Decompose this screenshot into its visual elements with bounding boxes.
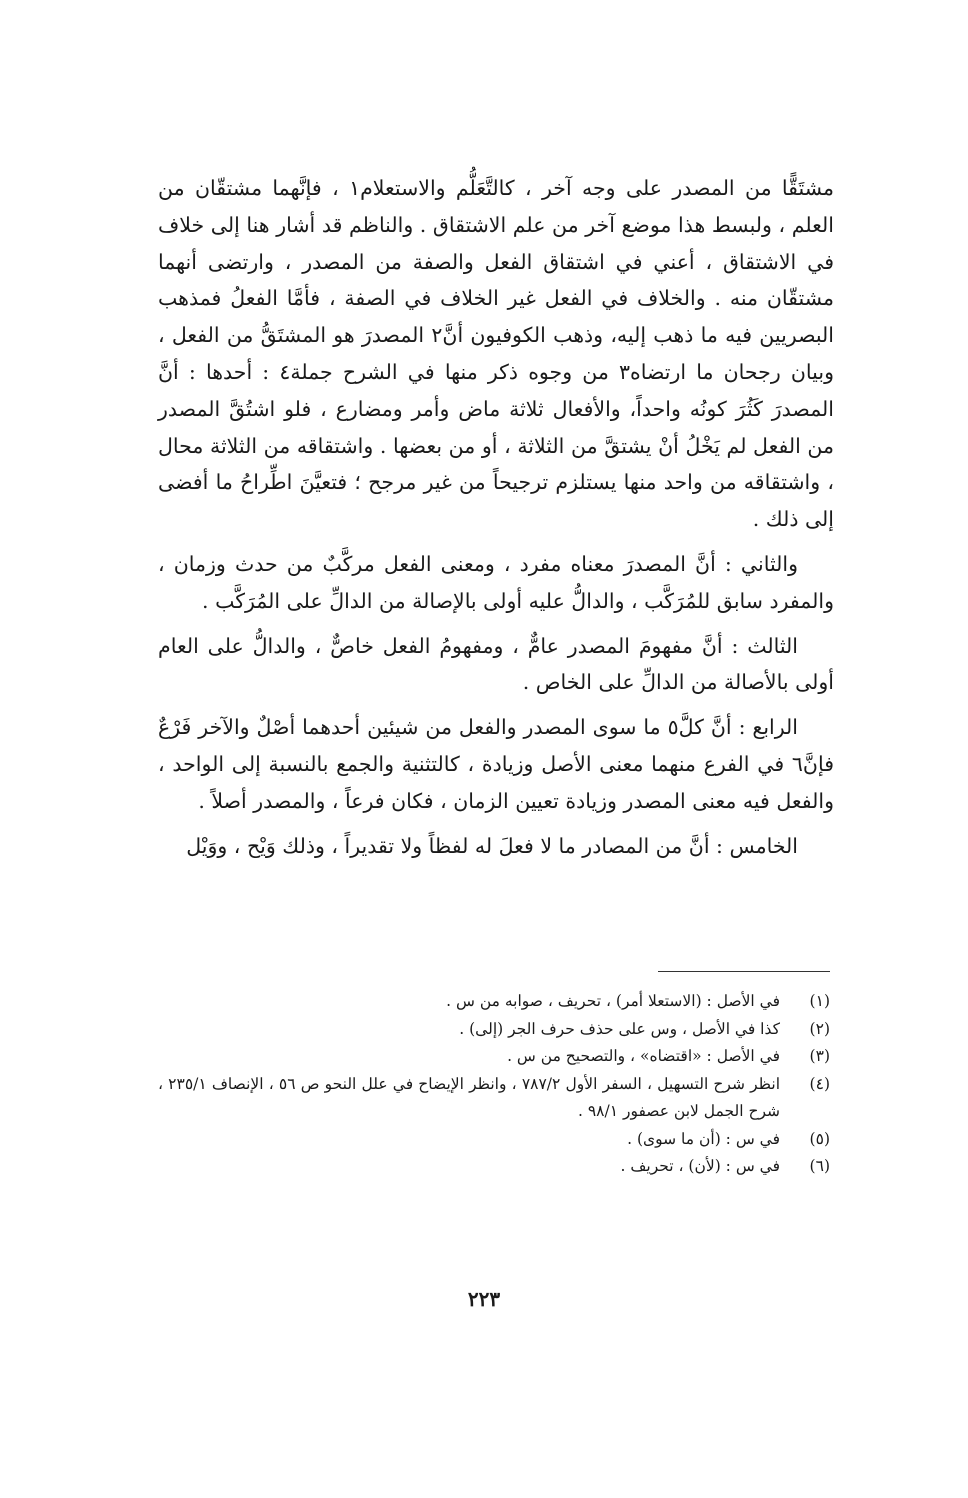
footnote-text: في س : (لأن) ، تحريف . — [620, 1157, 780, 1175]
footnote-number: (٤) — [809, 1074, 830, 1093]
paragraph-4: الرابع : أنَّ كلَّ٥ ما سوى المصدر والفعل من شيئين أحدهما أصْلٌ والآخر فَرْعٌ فإنَّ٦ في الفرع منهما معنى الأصل وزيادة ، كالتثنية والجمع بالنسبة إلى الواحد ، والفعل فيه معنى المصدر وزيادة تعيين الزمان ، فكان فرعاً ، والمصدر أصلاً . — [158, 715, 834, 813]
footnote-text: انظر شرح التسهيل ، السفر الأول ٧٨٧/٢ ، وانظر الإيضاح في علل النحو ص ٥٦ ، الإنصاف ٢٣٥/١ ، شرح الجمل لابن عصفور ٩٨/١ . — [158, 1074, 781, 1120]
footnote-divider — [658, 971, 830, 972]
footnote-6 — [158, 1153, 834, 1181]
footnote-text: في الأصل : «اقتضاه» ، والتصحيح من س . — [507, 1047, 780, 1065]
footnote-text: في س : (أن ما سوى) . — [627, 1129, 780, 1148]
paragraph-3: الثالث : أنَّ مفهومَ المصدر عامٌّ ، ومفهومُ الفعل خاصٌّ ، والدالُّ على العام أولى بالأصالة من الدالِّ على الخاص . — [158, 633, 834, 695]
footnote-5 — [158, 1126, 834, 1154]
main-text — [158, 170, 834, 864]
footnote-number: (٦) — [809, 1157, 830, 1175]
footnote-number: (٢) — [809, 1019, 830, 1038]
paragraph-5: الخامس : أنَّ من المصادر ما لا فعلَ له لفظاً ولا تقديراً ، وذلك وَيْح ، ووَيْل — [186, 833, 798, 858]
footnote-text: في الأصل : (الاستعلا أمر) ، تحريف ، صوابه من س . — [446, 992, 780, 1010]
footnote-3 — [158, 1043, 834, 1071]
page-number: ٢٢٣ — [467, 1287, 501, 1311]
footnote-number: (١) — [809, 992, 830, 1010]
footnote-4 — [158, 1071, 834, 1126]
footnote-number: (٣) — [809, 1047, 830, 1065]
footnote-2 — [158, 1016, 834, 1044]
paragraph-2: والثاني : أنَّ المصدرَ معناه مفرد ، ومعنى الفعل مركَّبٌ من حدث وزمان ، والمفرد سابق للمُرَكَّب ، والدالُّ عليه أولى بالإصالة من الدالِّ على المُرَكَّب . — [158, 551, 834, 613]
footnote-text: كذا في الأصل ، وس على حذف حرف الجر (إلى) . — [459, 1019, 780, 1038]
paragraph-1: مشتَقًّا من المصدر على وجه آخر ، كالتَّعَلُّم والاستعلام١ ، فإنَّهما مشتقّان من العلم ، ولبسط هذا موضع آخر من علم الاشتقاق . والناظم قد أشار هنا إلى خلاف في الاشتقاق ، أعني في اشتقاق الفعل والصفة من المصدر ، وارتضى أنهما مشتقّان منه . والخلاف في الفعل غير الخلاف في الصفة ، فأمَّا الفعلُ فمذهب البصريين فيه ما ذهب إليه، وذهب الكوفيون أنَّ٢ المصدرَ هو المشتَقُّ من الفعل ، وبيان رجحان ما ارتضاه٣ من وجوه ذكر منها في الشرح جملة٤ : أحدها : أنَّ المصدرَ كَثُرَ كونُه واحداً، والأفعال ثلاثة ماض وأمر ومضارع ، فلو اشتُقَّ المصدر من الفعل لم يَخْلُ أنْ يشتقَّ من الثلاثة ، أو من بعضها . واشتقاقه من الثلاثة محال ، واشتقاقه من واحد منها يستلزم ترجيحاً من غير مرجح ؛ فتعيَّنَ اطِّراحُ ما أفضى إلى ذلك . — [158, 176, 834, 532]
footnote-number: (٥) — [809, 1129, 830, 1148]
footnotes — [158, 988, 834, 1181]
footnote-1 — [158, 988, 834, 1016]
